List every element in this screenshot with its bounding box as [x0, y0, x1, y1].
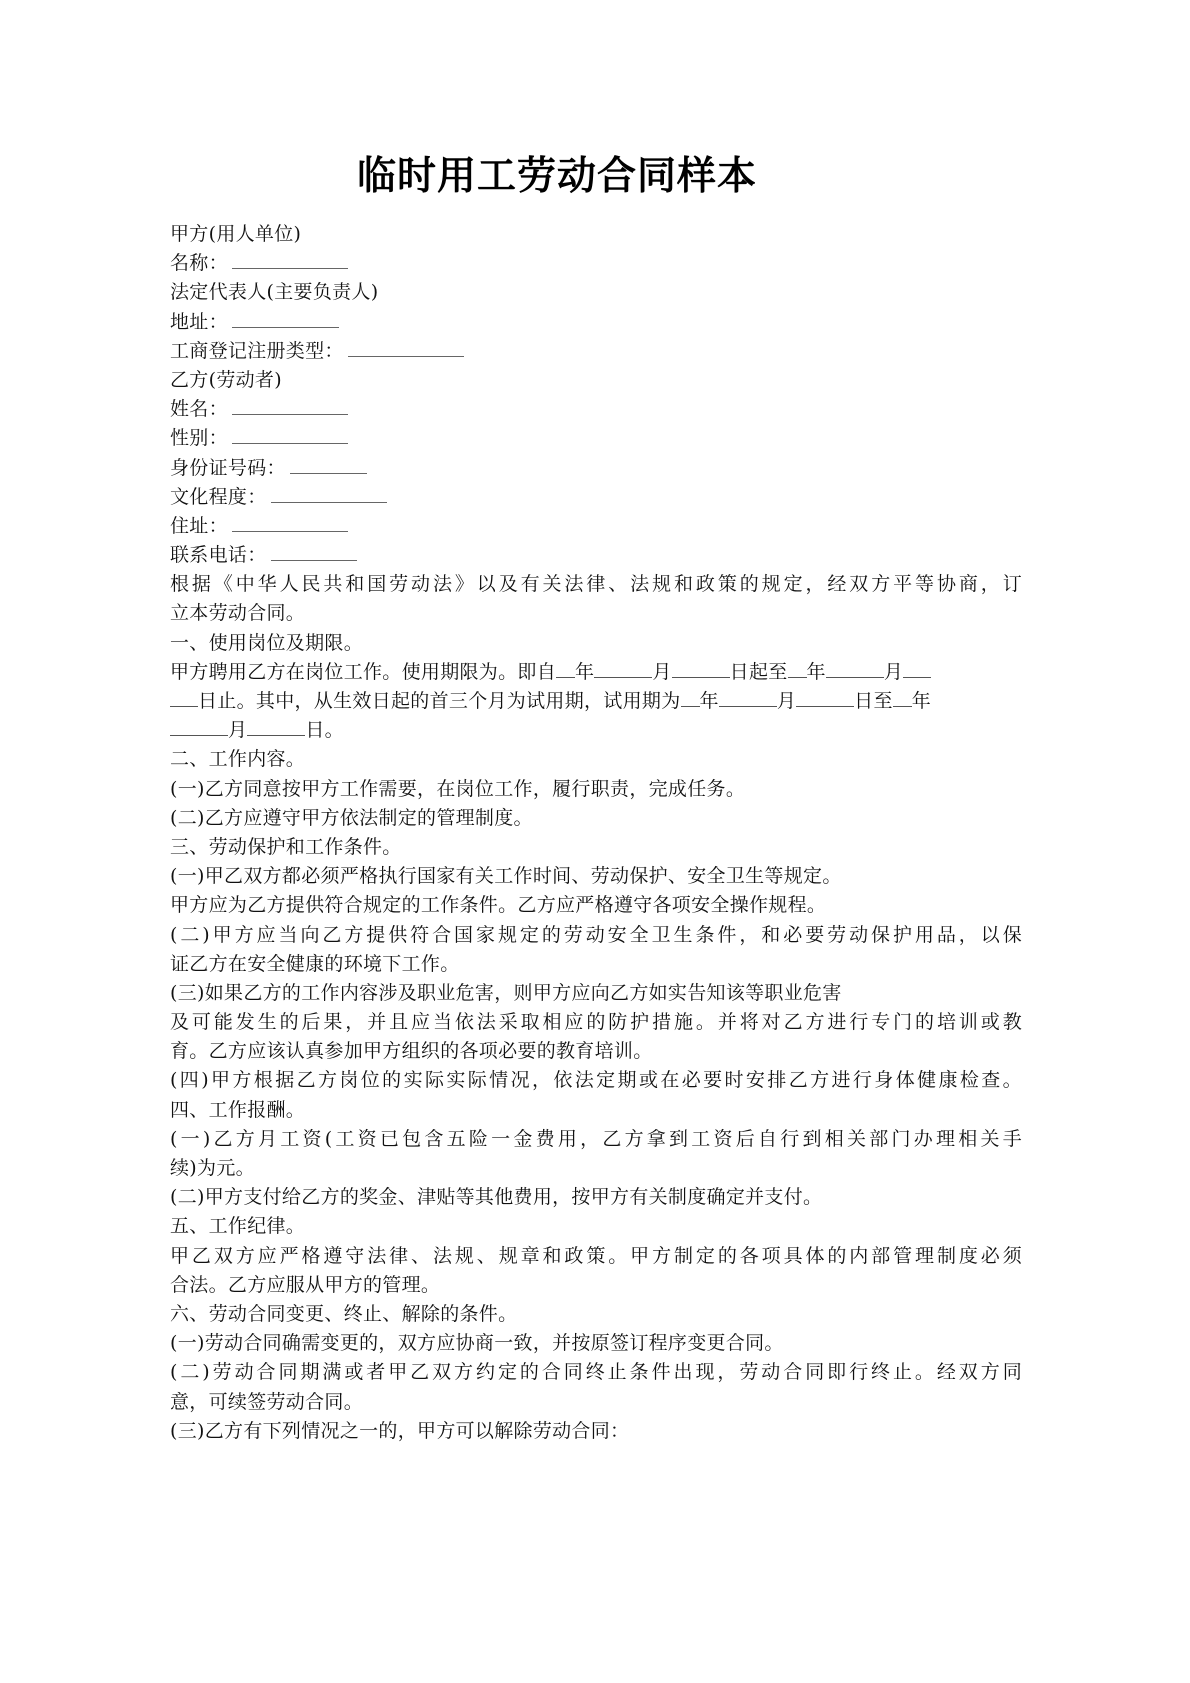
year-unit: 年 — [911, 690, 932, 712]
document-title: 临时用工劳动合同样本 — [356, 154, 757, 199]
party-b-heading: 乙方(劳动者) — [170, 368, 282, 391]
party-a-address-label: 地址： — [170, 310, 228, 333]
day-blank — [672, 659, 730, 678]
day-blank — [903, 659, 931, 678]
section-heading: 六、劳动合同变更、终止、解除的条件。 — [170, 1302, 518, 1325]
month-unit: 月 — [883, 660, 904, 683]
party-a-registration-label: 工商登记注册类型： — [170, 339, 344, 362]
party-b-education-label: 文化程度： — [170, 485, 267, 508]
section-heading: 二、工作内容。 — [170, 748, 306, 771]
section-heading: 一、使用岗位及期限。 — [170, 631, 364, 654]
clause-line: (一)劳动合同确需变更的，双方应协商一致，并按原签订程序变更合同。 — [170, 1332, 784, 1355]
clause-line: (四)甲方根据乙方岗位的实际实际情况，依法定期或在必要时安排乙方进行身体健康检查。 — [170, 1069, 1022, 1092]
party-b-gender-field — [170, 424, 1022, 453]
term-line — [170, 658, 1022, 687]
party-b-phone-label: 联系电话： — [170, 544, 267, 567]
day-blank — [247, 717, 305, 736]
clause-line: (二)甲方支付给乙方的奖金、津贴等其他费用，按甲方有关制度确定并支付。 — [170, 1186, 823, 1209]
party-a-name-field — [170, 249, 1022, 278]
clause-line: (二)劳动合同期满或者甲乙双方约定的合同终止条件出现，劳动合同即行终止。经双方同 — [170, 1361, 1022, 1384]
party-b-id-field — [170, 454, 1022, 483]
clause-line: 合法。乙方应服从甲方的管理。 — [170, 1273, 441, 1296]
clause-line: 续)为元。 — [170, 1157, 255, 1179]
party-b-residence-label: 住址： — [170, 514, 228, 537]
clause-line: (二)甲方应当向乙方提供符合国家规定的劳动安全卫生条件，和必要劳动保护用品，以保 — [170, 923, 1022, 946]
day-blank — [170, 688, 198, 707]
party-a-name-blank — [232, 252, 348, 269]
party-a-legal-rep: 法定代表人(主要负责人) — [170, 281, 379, 304]
month-unit: 月 — [776, 690, 797, 712]
clause-line: (三)乙方有下列情况之一的，甲方可以解除劳动合同： — [170, 1419, 630, 1442]
clause-line: 证乙方在安全健康的环境下工作。 — [170, 952, 460, 975]
year-blank — [893, 688, 912, 707]
preamble-line: 根据《中华人民共和国劳动法》以及有关法律、法规和政策的规定，经双方平等协商，订 — [170, 573, 1022, 596]
day-blank — [796, 688, 854, 707]
year-unit: 年 — [575, 660, 595, 683]
section-heading: 三、劳动保护和工作条件。 — [170, 835, 402, 858]
clause-line: (三)如果乙方的工作内容涉及职业危害，则甲方应向乙方如实告知该等职业危害 — [170, 981, 842, 1004]
section-heading: 五、工作纪律。 — [170, 1215, 306, 1238]
month-unit: 月 — [228, 719, 248, 742]
party-b-residence-blank — [232, 515, 348, 532]
party-b-education-blank — [271, 486, 387, 503]
month-unit: 月 — [652, 660, 672, 683]
party-a-name-label: 名称： — [170, 252, 228, 275]
month-blank — [594, 659, 652, 678]
party-b-gender-blank — [232, 427, 348, 444]
clause-line: (一)乙方同意按甲方工作需要，在岗位工作，履行职责，完成任务。 — [170, 777, 746, 800]
day-unit: 日。 — [305, 719, 344, 742]
term-text: 甲方聘用乙方在岗位工作。使用期限为。即自 — [170, 660, 557, 683]
clause-line: 意，可续签劳动合同。 — [170, 1390, 364, 1413]
party-b-phone-blank — [271, 544, 357, 561]
term-line — [170, 716, 1022, 745]
clause-line: (一)乙方月工资(工资已包含五险一金费用，乙方拿到工资后自行到相关部门办理相关手 — [170, 1127, 1022, 1150]
party-b-name-blank — [232, 398, 348, 415]
party-b-id-label: 身份证号码： — [170, 456, 286, 479]
party-a-address-blank — [232, 311, 339, 328]
party-b-residence-field — [170, 512, 1022, 541]
clause-line: 及可能发生的后果，并且应当依法采取相应的防护措施。并将对乙方进行专门的培训或教 — [170, 1011, 1022, 1034]
year-blank — [556, 659, 575, 678]
year-blank — [681, 688, 700, 707]
year-blank — [788, 659, 807, 678]
party-a-address-field — [170, 308, 1022, 337]
term-text: 日至 — [854, 690, 893, 712]
year-unit: 年 — [699, 690, 719, 712]
month-blank — [170, 717, 228, 736]
party-a-heading: 甲方(用人单位) — [170, 223, 302, 245]
term-line — [170, 687, 1022, 716]
party-a-registration-field — [170, 337, 1022, 366]
party-b-name-field — [170, 395, 1022, 424]
party-a-registration-blank — [348, 340, 464, 357]
party-b-gender-label: 性别： — [170, 427, 228, 450]
party-b-id-blank — [290, 457, 367, 474]
clause-line: 甲乙双方应严格遵守法律、法规、规章和政策。甲方制定的各项具体的内部管理制度必须 — [170, 1244, 1022, 1267]
party-b-phone-field — [170, 541, 1022, 570]
clause-line: (一)甲乙双方都必须严格执行国家有关工作时间、劳动保护、安全卫生等规定。 — [170, 865, 842, 888]
term-text: 日止。其中，从生效日起的首三个月为试用期，试用期为 — [198, 690, 681, 712]
party-b-name-label: 姓名： — [170, 398, 228, 421]
term-text: 日起至 — [729, 660, 788, 683]
clause-line: (二)乙方应遵守甲方依法制定的管理制度。 — [170, 806, 533, 829]
month-blank — [719, 688, 777, 707]
year-unit: 年 — [806, 660, 826, 683]
section-heading: 四、工作报酬。 — [170, 1098, 306, 1121]
clause-line: 甲方应为乙方提供符合规定的工作条件。乙方应严格遵守各项安全操作规程。 — [170, 894, 827, 917]
clause-line: 育。乙方应该认真参加甲方组织的各项必要的教育培训。 — [170, 1040, 653, 1063]
month-blank — [826, 659, 884, 678]
party-b-education-field — [170, 483, 1022, 512]
preamble-line: 立本劳动合同。 — [170, 602, 306, 625]
document-body — [170, 220, 1022, 1446]
